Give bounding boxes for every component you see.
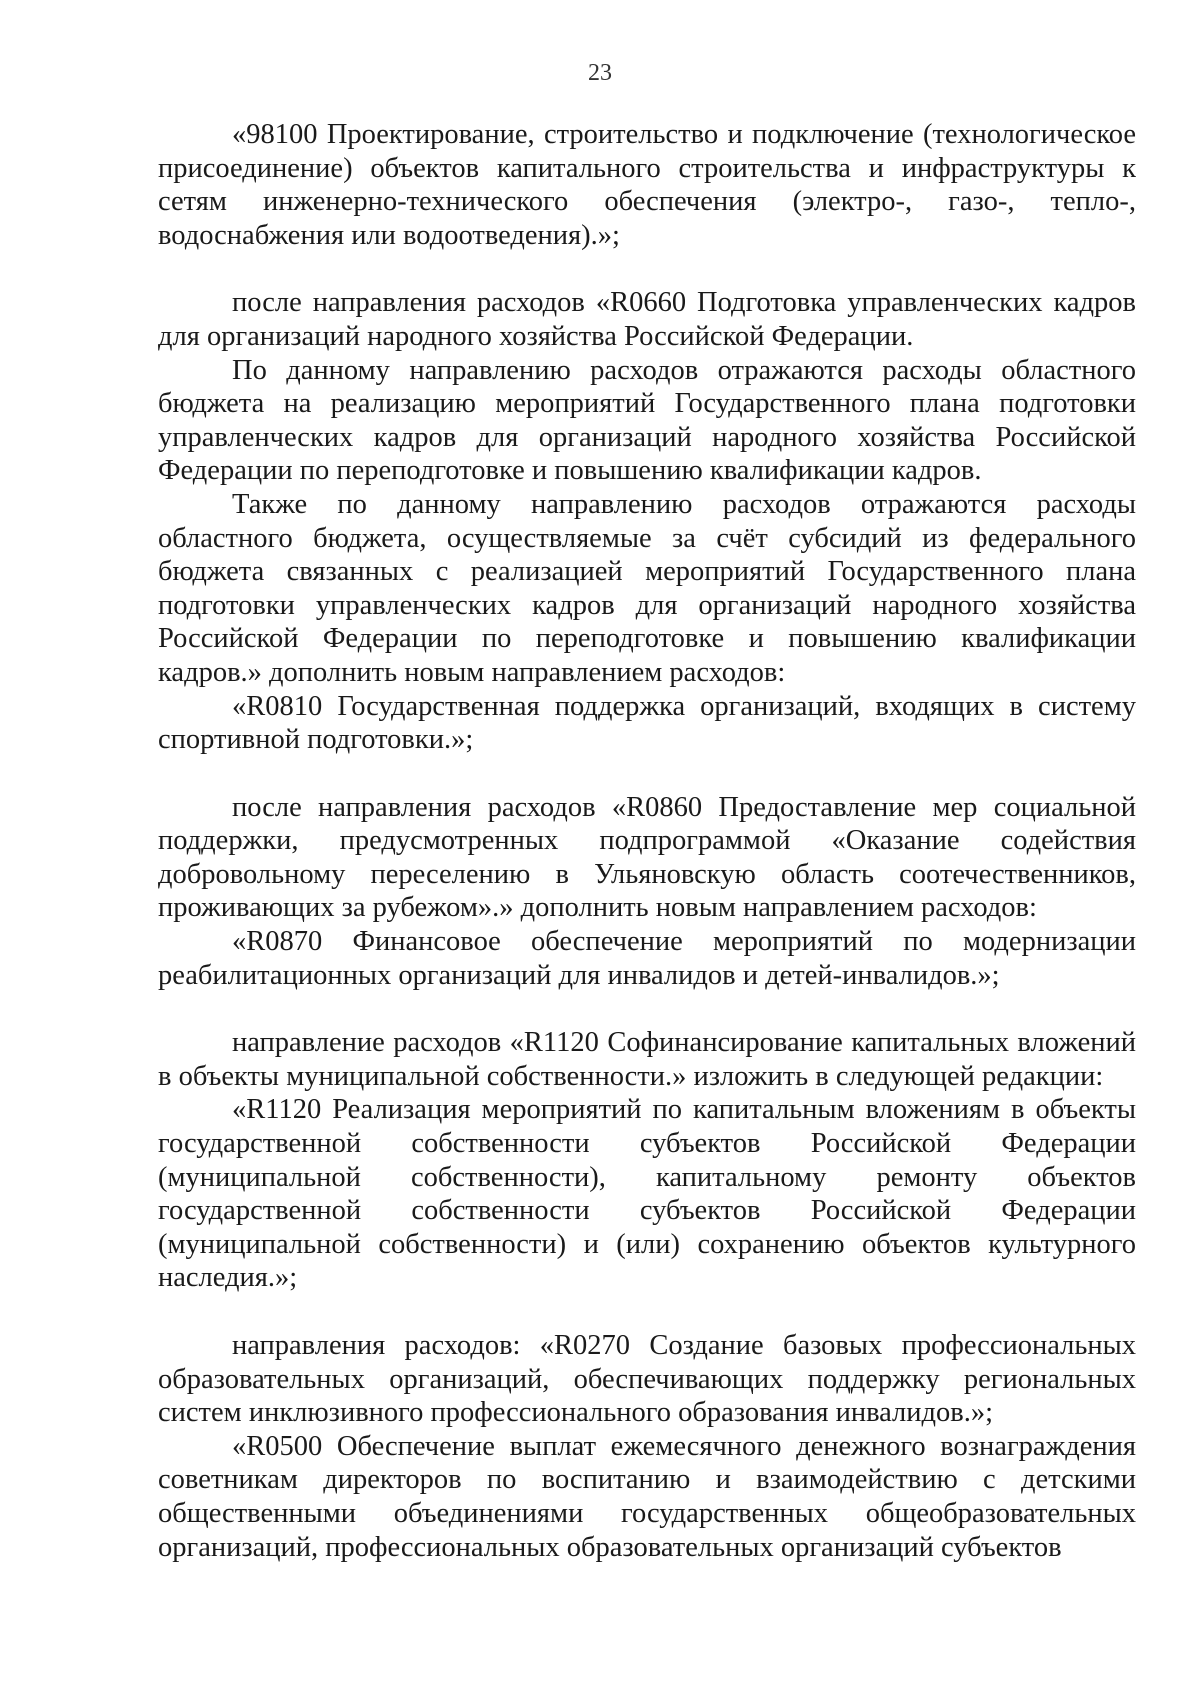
paragraph-after-r0660: после направления расходов «R0660 Подготовка управленческих кадров для организаций народного хозяйства Российской Федерации. — [158, 287, 1136, 352]
paragraph-r0660-desc-1: По данному направлению расходов отражаются расходы областного бюджета на реализацию мероприятий Государственного плана подготовки управленческих кадров для организаций народного хозяйства Российской Федерации по переподготовке и повышению квалификации кадров. — [158, 354, 1136, 487]
document-body — [158, 118, 1136, 1564]
paragraph-r1120-new: «R1120 Реализация мероприятий по капитальным вложениям в объекты государственной собственности субъектов Российской Федерации (муниципальной собственности), капитальному ремонту объектов государственной собственности субъектов Российской Федерации (муниципальной собственности) и (или) сохранению объектов культурного наследия.»; — [158, 1094, 1136, 1294]
paragraph-r0270: направления расходов: «R0270 Создание базовых профессиональных образовательных организаций, обеспечивающих поддержку региональных систем инклюзивного профессионального образования инвалидов.»; — [158, 1330, 1136, 1429]
paragraph-r0660-desc-2: Также по данному направлению расходов отражаются расходы областного бюджета, осуществляемые за счёт субсидий из федерального бюджета связанных с реализацией мероприятий Государственного плана подготовки управленческих кадров для организаций народного хозяйства Российской Федерации по переподготовке и повышению квалификации кадров.» дополнить новым направлением расходов: — [158, 488, 1136, 688]
paragraph-r0810: «R0810 Государственная поддержка организаций, входящих в систему спортивной подготовки.»; — [158, 690, 1136, 756]
paragraph-r0500: «R0500 Обеспечение выплат ежемесячного денежного вознаграждения советникам директоров по воспитанию и взаимодействию с детскими общественными объединениями государственных общеобразовательных организаций, профессиональных образовательных организаций субъектов — [158, 1430, 1136, 1563]
paragraph-r1120-old: направление расходов «R1120 Софинансирование капитальных вложений в объекты муниципальной собственности.» изложить в следующей редакции: — [158, 1027, 1136, 1092]
paragraph-after-r0860: после направления расходов «R0860 Предоставление мер социальной поддержки, предусмотренных подпрограммой «Оказание содействия добровольному переселению в Ульяновскую область соотечественников, проживающих за рубежом».» дополнить новым направлением расходов: — [158, 791, 1136, 924]
paragraph-98100: «98100 Проектирование, строительство и подключение (технологическое присоединение) объектов капитального строительства и инфраструктуры к сетям инженерно-технического обеспечения (электро-, газо-, тепло-, водоснабжения или водоотведения).»; — [158, 119, 1136, 251]
paragraph-r0870: «R0870 Финансовое обеспечение мероприятий по модернизации реабилитационных организаций для инвалидов и детей-инвалидов.»; — [158, 926, 1136, 991]
page-number: 23 — [588, 60, 612, 86]
